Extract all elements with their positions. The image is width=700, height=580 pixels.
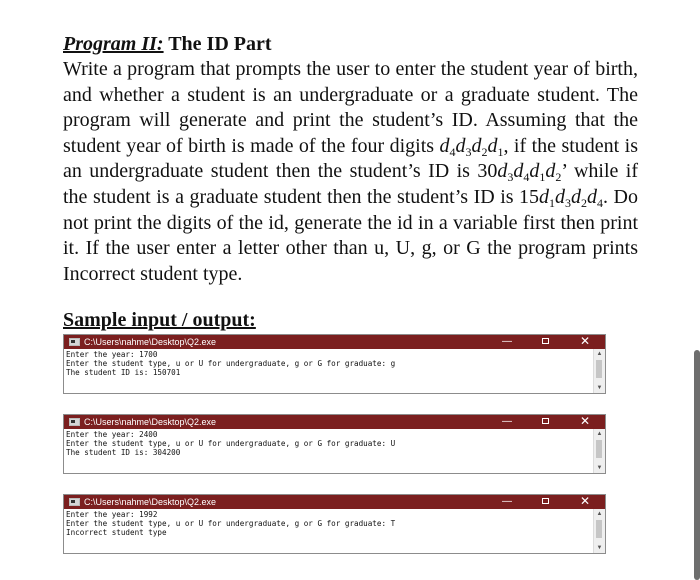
close-button[interactable]: ✕ [579,414,591,428]
digit-variable: d [497,160,508,183]
paragraph-text: , if the student is an undergraduate student then the student’s ID is 30 [63,134,639,183]
program-title: The ID Part [163,33,272,55]
problem-statement [63,32,638,287]
console-output [66,430,591,457]
console-line: Enter the student type, u or U for undergraduate, g or G for graduate: g [66,359,396,368]
console-app-icon [69,338,80,346]
scroll-down-arrow-icon[interactable]: ▼ [596,545,603,551]
digit-variable: d [471,134,482,157]
scroll-up-arrow-icon[interactable]: ▲ [596,351,603,357]
console-window-1[interactable] [63,334,606,394]
paragraph-text: Write a program that prompts the user to enter the student year of birth, and whether a student is an undergraduate or a graduate student. The program will generate and print the student’s ID. Assuming that the student year of birth is made of the four digits [63,58,638,157]
console-window-2[interactable] [63,414,606,474]
digit-variable: d [487,134,498,157]
console-title: C:\Users\nahme\Desktop\Q2.exe [84,497,217,507]
console-scrollbar[interactable] [593,429,605,473]
maximize-button[interactable] [535,335,555,349]
console-output [66,510,591,537]
console-scrollbar[interactable] [593,509,605,553]
console-output [66,350,591,377]
scroll-up-arrow-icon[interactable]: ▲ [596,431,603,437]
digit-subscript: 3 [465,144,472,159]
console-line: Incorrect student type [66,528,167,537]
minimize-button[interactable]: — [502,416,512,427]
digit-subscript: 2 [581,195,588,210]
digit-variable: d [587,185,598,208]
digit-variable: d [545,160,556,183]
maximize-button[interactable] [535,415,555,429]
maximize-button[interactable] [535,495,555,509]
paragraph-text: . Do not print the digits of the id, generate the id in a variable first then print it. If the user enter a letter other than u, U, g, or G the program prints Incorrect student type. [63,185,638,285]
minimize-button[interactable]: — [502,336,512,347]
digit-subscript: 1 [497,144,504,159]
console-line: The student ID is: 304200 [66,448,181,457]
console-title: C:\Users\nahme\Desktop\Q2.exe [84,417,217,427]
console-titlebar[interactable] [64,495,605,509]
scroll-down-arrow-icon[interactable]: ▼ [596,385,603,391]
digit-subscript: 3 [507,170,514,185]
console-line: Enter the year: 1992 [66,510,158,519]
digit-variable: d [539,185,550,208]
page-scrollbar[interactable] [694,350,700,580]
digit-subscript: 2 [555,170,562,185]
paragraph-text: ’ while if the student is a graduate student then the student’s ID is 15 [63,160,638,208]
digit-variable: d [513,160,524,183]
console-app-icon [69,418,80,426]
close-button[interactable]: ✕ [579,334,591,348]
scroll-up-arrow-icon[interactable]: ▲ [596,511,603,517]
digit-subscript: 1 [539,170,546,185]
console-window-3[interactable] [63,494,606,554]
digit-subscript: 4 [449,144,456,159]
console-title: C:\Users\nahme\Desktop\Q2.exe [84,337,217,347]
console-titlebar[interactable] [64,415,605,429]
scroll-thumb[interactable] [596,440,602,458]
scroll-thumb[interactable] [596,520,602,538]
console-app-icon [69,498,80,506]
console-line: Enter the year: 2400 [66,430,158,439]
scroll-down-arrow-icon[interactable]: ▼ [596,465,603,471]
problem-description [63,57,638,287]
digit-variable: d [529,160,540,183]
sample-heading: Sample input / output: [63,309,256,331]
program-label: Program II: [63,33,164,55]
digit-subscript: 2 [481,144,488,159]
digit-subscript: 1 [549,195,556,210]
maximize-icon [542,338,549,344]
digit-variable: d [439,134,450,157]
digit-subscript: 4 [597,195,604,210]
close-button[interactable]: ✕ [579,494,591,508]
console-line: Enter the year: 1700 [66,350,158,359]
console-scrollbar[interactable] [593,349,605,393]
digit-subscript: 3 [565,195,572,210]
digit-subscript: 4 [523,170,530,185]
maximize-icon [542,418,549,424]
page-heading [63,32,638,56]
digit-variable: d [555,185,566,208]
console-line: Enter the student type, u or U for undergraduate, g or G for graduate: U [66,439,396,448]
console-line: The student ID is: 150701 [66,368,181,377]
minimize-button[interactable]: — [502,496,512,507]
digit-variable: d [455,134,466,157]
maximize-icon [542,498,549,504]
scroll-thumb[interactable] [596,360,602,378]
console-line: Enter the student type, u or U for undergraduate, g or G for graduate: T [66,519,396,528]
console-titlebar[interactable] [64,335,605,349]
digit-variable: d [571,185,582,208]
